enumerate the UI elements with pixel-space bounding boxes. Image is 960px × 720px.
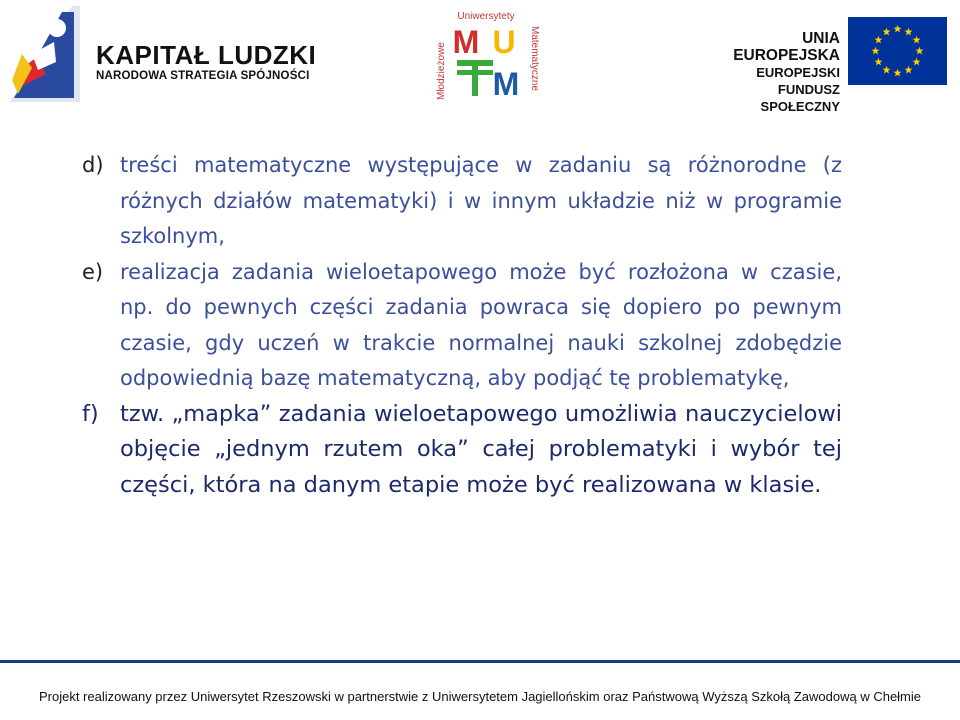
- mum-logo: [434, 8, 544, 104]
- list-text-f: tzw. „mapka” zadania wieloetapowego umożliwia nauczycielowi objęcie „jednym rzutem oka” całej problematyki i wybór tej części, która na danym etapie może być realizowana w klasie.: [120, 400, 842, 498]
- list-item-f: [82, 397, 842, 504]
- footer: [0, 663, 960, 720]
- eu-flag-icon: [848, 17, 947, 85]
- eu-line3: FUNDUSZ SPOŁECZNY: [760, 82, 840, 114]
- list-item-e: [82, 255, 842, 397]
- mum-top-text: Uniwersytety: [457, 11, 515, 22]
- mum-letter-u: U: [492, 24, 516, 60]
- mum-left-text: Młodzieżowe: [436, 42, 447, 100]
- content: [82, 148, 842, 503]
- footer-text: Projekt realizowany przez Uniwersytet Rzeszowski w partnerstwie z Uniwersytetem Jagiellońskim oraz Państwową Wyższą Szkołą Zawodową w Chełmie: [38, 689, 922, 704]
- mum-right-text: Matematyczne: [529, 26, 540, 92]
- kapital-ludzki-logo: [2, 2, 87, 107]
- list-item-d: [82, 148, 842, 255]
- list-marker-d: d): [82, 153, 104, 177]
- list-marker-e: e): [82, 259, 104, 284]
- kapital-ludzki-title: KAPITAŁ LUDZKI: [96, 40, 317, 70]
- list-text-e: realizacja zadania wieloetapowego może być rozłożona w czasie, np. do pewnych części zadania powraca się dopiero po pewnym czasie, gdy uczeń w trakcie normalnej nauki szkolnej zdobędzie odpowiednią bazę matematyczną, aby podjąć tę problematykę,: [120, 259, 842, 390]
- eu-line2: EUROPEJSKI: [756, 65, 840, 80]
- list-marker-f: f): [82, 400, 99, 427]
- header: [0, 0, 960, 114]
- list-text-d: treści matematyczne występujące w zadaniu są różnorodne (z różnych działów matematyki) i w innym układzie niż w programie szkolnym,: [120, 153, 842, 248]
- eu-line1: UNIA EUROPEJSKA: [733, 30, 840, 64]
- eu-text: [700, 30, 840, 115]
- mum-letter-m2: M: [492, 66, 520, 102]
- kapital-ludzki-subtitle: NARODOWA STRATEGIA SPÓJNOŚCI: [96, 70, 310, 82]
- mum-letter-m1: M: [452, 24, 480, 60]
